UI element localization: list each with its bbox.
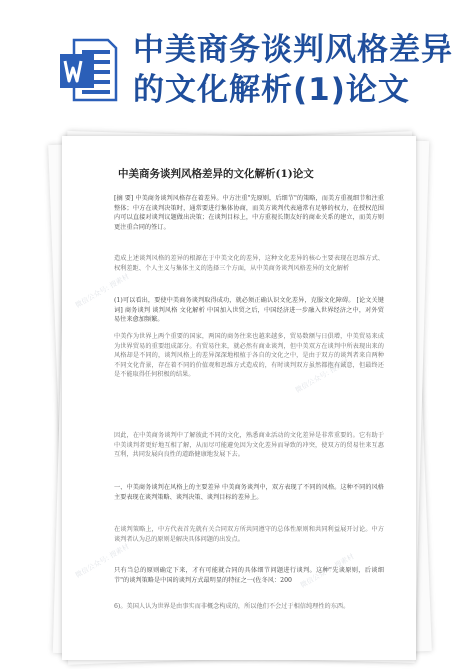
document-page	[62, 136, 416, 660]
keywords-paragraph: (1)可以看出，要使中美商务谈判取得成功，就必须正确认识文化差异，克服文化障碍。 [论文关键词] 商务谈判 谈判风格 文化解析 中国加入世贸之后，中国经济进一步融入世界经济之中，对外贸易往来愈加频繁。	[114, 297, 384, 324]
watermark: 微信公众号: 搜素材	[74, 542, 131, 580]
body-paragraph: 6)。美国人认为世界是由事实而非概念构成的，所以他们不会过于相信纯理性的东西。	[114, 603, 350, 610]
banner-title	[133, 30, 468, 110]
body-paragraph: 只有当总的原则确定下来，才有可能就合同的具体细节问题进行谈判。这种"先谈原则，后谈细节"的谈判策略是中国的谈判方式最明显的特征之一(佐冬风：200	[114, 567, 384, 584]
watermark: 微信公众号: 搜素材	[299, 552, 356, 590]
body-paragraph: 因此，在中美商务谈判中了解彼此不同的文化，熟悉商业活动的文化差异是非常重要的。它有助于中美谈判者更好地互相了解，从而尽可能避免因为文化差异而导致的冲突，使双方的贸易往来互惠互利，共同发展向良性的道路健康地发展下去。	[114, 432, 384, 459]
body-paragraph: 造成上述谈判风格的差异的根源在于中美文化的差异，这种文化差异的核心主要表现在思维方式、权利差距、个人主义与集体主义的选择三个方面，从中美商务谈判风格差异的文化解析	[114, 255, 384, 272]
watermark: 微信公众号: 搜素材	[294, 357, 351, 395]
word-document-icon	[60, 38, 118, 102]
watermark: 微信公众号: 搜素材	[74, 272, 131, 310]
body-paragraph: 中美作为世界上两个重要的国家，两国的商务往来也越来越多，贸易数额与日俱增，中美贸易来成为世界贸易的重要组成部分。有贸易往来，就必然有商业谈判，但中美双方在谈判中所表现出来的风格却是不同的，谈判风格上的差异深深地根植于各自的文化之中，是由于双方的谈判者来自两种不同文化背景，存在着不同的价值观和思维方式造成的，有时谈判双方虽然都抱有诚意，但最终还是不能取得任何积极的结果。	[114, 333, 384, 379]
body-paragraph: 在谈判策略上，中方代表首先就有关合同双方所共同遵守的总体性原则和共同利益展开讨论。中方谈判者认为总的原则是解决具体问题的出发点。	[114, 526, 384, 543]
banner-title-line-2: 的文化解析(1)论文	[133, 72, 410, 108]
banner	[0, 0, 474, 128]
banner-title-line-1: 中美商务谈判风格差异	[133, 32, 453, 68]
document-title: 中美商务谈判风格差异的文化解析(1)论文	[118, 168, 314, 180]
section-heading-paragraph: 一、中美商务谈判在风格上的主要差异 中美商务谈判中，双方表现了不同的风格。这种不同的风格主要表现在谈判策略、谈判决策、谈判目标的差异上。	[114, 484, 384, 501]
abstract-paragraph: [摘 要] 中美商务谈判风格存在着差异。中方注重"先原则，后细节"的策略，而美方重视细节和注重整体；中方在谈判决策时，通常要进行集体协商，而美方谈判代表通常有足够的权力，在授权范围内可以直接对谈判议题做出决策；在谈判目标上，中方重视长期友好的商业关系的建立，而美方则更注重合同的签订。	[114, 195, 384, 231]
